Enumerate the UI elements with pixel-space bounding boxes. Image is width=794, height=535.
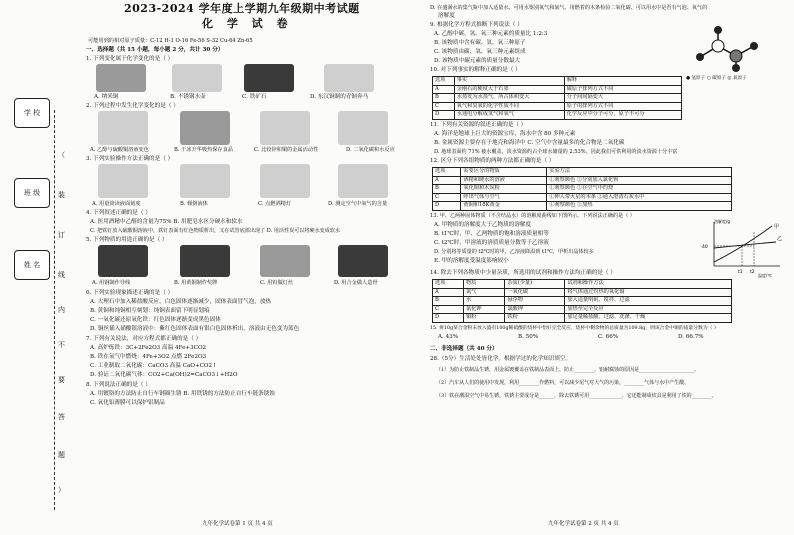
table-row xyxy=(433,280,732,289)
q11-option-bc: B. 金属资源主要存在于地壳和海洋中 C. 空气中含量最多的化合物是二氧化碳 xyxy=(434,140,625,146)
medal-image xyxy=(180,245,230,277)
table-row xyxy=(433,305,732,314)
q12-table xyxy=(432,167,732,211)
table-row xyxy=(433,185,732,194)
table-cell: B xyxy=(433,94,455,103)
table-cell: ①伸入带火星的木条 ②通入澄清石灰水中 xyxy=(547,193,732,202)
q9-option-b: B. 该物质中含有碳、氢、氧三种原子 xyxy=(434,40,526,46)
question-12: 12. 区分下列各组物质的两种方法都正确的是（ ） xyxy=(430,158,555,164)
q13-option-d: D. 分别将等质量的 t2℃时的甲、乙溶液降温到 t1℃，甲析出晶体较多 xyxy=(434,249,594,255)
table-cell: ①观察颜色 ②加热 xyxy=(547,202,732,211)
table-header: 选项 xyxy=(433,168,461,177)
table-cell: C xyxy=(433,193,461,202)
class-label: 班 级 xyxy=(14,178,50,208)
table-cell: 原子的排列方式不同 xyxy=(564,102,681,111)
q10-table xyxy=(432,76,682,120)
q2-option-b: B. 干冰升华吸热保存食品 xyxy=(174,147,233,153)
cable-image xyxy=(98,245,148,277)
q1-option-d: D. 东汉铜制的青铜奔马 xyxy=(310,94,369,100)
table-cell: A xyxy=(433,85,455,94)
table-cell: 氧化铜和木炭粉 xyxy=(461,185,547,194)
table-header: 选项 xyxy=(433,280,464,289)
q6-option-d: D. 铜丝插入硝酸银溶液中：紫红色固体表面有银白色固体析出，溶液由无色变为蓝色 xyxy=(90,326,300,332)
table-row xyxy=(433,202,732,211)
q5-option-a: A. 用钢制作导线 xyxy=(92,280,131,286)
table-cell: 铜粉 xyxy=(463,314,504,323)
q7-option-b: B. 铁在氧气中燃烧：4Fe+3O2 点燃 2Fe2O3 xyxy=(90,354,207,360)
binding-line xyxy=(54,110,55,510)
table-row xyxy=(433,168,732,177)
table-cell: B xyxy=(433,185,461,194)
page-2-column xyxy=(428,0,790,535)
table-cell: 水通电分解成氢气和氧气 xyxy=(454,111,564,120)
table-cell: B xyxy=(433,297,464,306)
table-cell: 加足量稀盐酸、过滤、洗涤、干燥 xyxy=(565,314,732,323)
table-cell: 金刚石的硬度大于石墨 xyxy=(454,85,564,94)
q8-option-c: C. 氧化铝薄膜可以保护铝制品 xyxy=(90,400,165,406)
x-tick-label: t1 xyxy=(738,270,743,275)
q2-option-d: D. 二氧化碳和水反应 xyxy=(346,147,395,153)
question-9: 9. 根据化学方程式推断下列说法（ ） xyxy=(430,22,523,28)
series-yi-label: 乙 xyxy=(777,236,783,242)
table-cell: ①观察颜色 ②在空气中灼烧 xyxy=(547,185,732,194)
q4-line-1: A. 医用酒精中乙醇的含量为75% B. 用肥皂水区分硬水和软水 xyxy=(90,219,243,225)
table-cell: 黄铜和18K黄金 xyxy=(461,202,547,211)
table-row xyxy=(433,102,682,111)
q3-option-a: A. 用量筒读液面刻度 xyxy=(92,201,141,207)
margin-word: 装 xyxy=(58,191,65,199)
q13-option-a: A. 甲物质的溶解度大于乙物质的溶解度 xyxy=(434,222,532,228)
bronze-horse-image xyxy=(324,64,374,92)
question-2: 2. 下列过程中发生化学变化的是（ ） xyxy=(86,103,179,109)
x-tick-label: t2 xyxy=(750,270,755,275)
table-header: 事实 xyxy=(454,77,564,86)
margin-word: ） xyxy=(58,486,65,494)
q1-option-b: B. 不锈钢水壶 xyxy=(170,94,206,100)
q3-option-c: C. 点燃酒精灯 xyxy=(258,201,292,207)
margin-word: 要 xyxy=(58,376,65,384)
question-13: 13. 甲、乙两种固体物质（不含结晶水）的溶解度曲线如下图所示。下列说法正确的是（ ） xyxy=(430,213,635,219)
table-cell: 将气体通过灼热的氧化铜 xyxy=(565,288,732,297)
q1-option-a: A. 纳米铜 xyxy=(94,94,119,100)
table-cell: D xyxy=(433,314,464,323)
q15-option-a: A. 43% xyxy=(438,334,459,340)
y-tick-label: 40 xyxy=(702,245,708,250)
table-cell: 加热至完全反应 xyxy=(565,305,732,314)
oxygen-test-image xyxy=(338,164,388,198)
q15-option-d: D. 66.7% xyxy=(678,334,704,340)
page-1-column xyxy=(84,0,424,535)
bone-image xyxy=(338,245,388,277)
table-cell: 加入适量明矾、搅拌、过滤 xyxy=(565,297,732,306)
q5-option-d: D. 用合金做人造骨 xyxy=(334,280,378,286)
q13-option-e: E. 甲的溶解度受温度影响较小 xyxy=(434,258,509,264)
q7-option-d: D. 验证二氧化碳气体：CO2+Ca(OH)2=CaCO3↓+H2O xyxy=(90,372,238,378)
q5-option-b: B. 用黄铜制作奖牌 xyxy=(174,280,218,286)
question-5: 5. 下列物质的用途正确的是（ ） xyxy=(86,237,168,243)
series-jia-label: 甲 xyxy=(774,224,780,230)
question-8: 8. 下列说法正确的是（ ） xyxy=(86,382,151,388)
table-cell: 呼出气体与空气 xyxy=(461,193,547,202)
bulb-image xyxy=(260,245,310,277)
table-header: 需要区分的物质 xyxy=(461,168,547,177)
question-14: 14. 除去下列各物质中少量杂质，所选用的试剂和操作方法均正确的是（ ） xyxy=(430,270,616,276)
table-cell: 一氧化碳 xyxy=(505,288,565,297)
q9-option-c: C. 该物质由碳、氢、氧三种元素组成 xyxy=(434,49,526,55)
table-cell: ①观察颜色 ②分别加入氯化钡 xyxy=(547,176,732,185)
table-header: 选项 xyxy=(433,77,455,86)
margin-word: 答 xyxy=(58,413,65,421)
table-row xyxy=(433,176,732,185)
margin-word: 不 xyxy=(58,341,65,349)
q28-part-1: （1）为防止铁制品生锈，用金属镀覆盖在铁制品表面上，防止________。铝耐腐蚀的原因是______________________。 xyxy=(436,367,700,373)
q28-part-2: （2）汽车从人们的使用中发现，利用________作燃料，可以减少尾气对大气的污染，________气体与水中产生酸。 xyxy=(436,380,690,386)
question-3: 3. 下列实验操作方法正确的是（ ） xyxy=(86,156,174,162)
margin-word: 线 xyxy=(58,271,65,279)
q8-option-d: D. 在盛满水的集气瓶中加入适量水、可用水鉴别氧气和氮气、用燃着的木条检验二氧化碳、可以用水中是否有气泡、氧气的 xyxy=(430,5,708,11)
table-row xyxy=(433,77,682,86)
atomic-masses: 可能用到的相对原子质量：C-12 H-1 O-16 Fe-56 S-32 Cu-64 Zn-65 xyxy=(88,38,253,44)
table-cell: 水蒸发为水蒸气，所占体积变大 xyxy=(454,94,564,103)
q6-option-c: C. 一氧化碳还原氧化铁：红色固体逐渐变成黑色固体 xyxy=(90,317,221,323)
q14-table xyxy=(432,279,732,323)
q7-option-a: A. 高炉炼铁：3C+2Fe2O3 高温 4Fe+3CO2 xyxy=(90,345,207,351)
page-2-footer: 九年化学试卷第 2 页 共 4 页 xyxy=(548,521,619,527)
binding-margin xyxy=(0,0,80,535)
kettle-image xyxy=(172,64,222,92)
q15-option-b: B. 50% xyxy=(518,334,539,340)
table-cell: 铁粉 xyxy=(505,314,565,323)
table-cell: A xyxy=(433,176,461,185)
section-2-heading: 二、非选择题（共 40 分） xyxy=(430,346,498,352)
table-cell: 氯酸钾 xyxy=(505,305,565,314)
table-header: 物质 xyxy=(463,280,504,289)
q13-option-b: B. t1℃时，甲、乙两物质的饱和溶液质量相等 xyxy=(434,231,549,237)
margin-word: （ xyxy=(58,151,65,159)
question-1: 1. 下列变化属于化学变化的是（ ） xyxy=(86,56,174,62)
nano-copper-image xyxy=(96,64,146,92)
x-axis-label: 温度/℃ xyxy=(758,273,772,278)
table-row xyxy=(433,111,682,120)
q6-option-b: B. 黄铜和纯铜相互刻划：纯铜表面留下明显划痕 xyxy=(90,308,210,314)
question-4: 4. 下列叙述正确的是（ ） xyxy=(86,210,151,216)
exam-subtitle: 化 学 试 卷 xyxy=(202,17,293,30)
q8-option-ab: A. 用镀铬的方法防止自行车钢圈生锈 B. 用铁锈的方法防止自行车链条锈蚀 xyxy=(90,391,275,397)
table-cell: 分子间间隔变大 xyxy=(564,94,681,103)
q13-option-c: C. t2℃时，甲溶液的溶质质量分数等于乙溶液 xyxy=(434,240,549,246)
q8-option-d-cont: 溶解度 xyxy=(438,13,455,19)
table-header: 解释 xyxy=(564,77,681,86)
y-axis-label: 溶解度/g xyxy=(714,219,730,224)
lamp-image xyxy=(260,164,310,198)
question-28: 28.（5分）生活处处皆化学。根据学过的化学知识填空。 xyxy=(430,356,572,362)
table-cell: 氯化钾 xyxy=(463,305,504,314)
q28-part-3: （3）铁在潮湿空气中易生锈，铁锈主要成分是______，除去铁锈可用_____________，它还能制成炊具是利用了铁的________。 xyxy=(436,393,717,399)
section-1-heading: 一、选择题（共 15 小题，每小题 2 分，共计 30 分） xyxy=(86,47,224,53)
q3-option-b: B. 倾倒液体 xyxy=(180,201,208,207)
table-header: 实验方法 xyxy=(547,168,732,177)
table-row xyxy=(433,94,682,103)
question-10: 10. 对下列事实的解释正确的是（ ） xyxy=(430,67,521,73)
question-15: 15. 将10g某合金粉末放入盛有100g稀硫酸的烧杯中恰好完全反应，烧杯中剩余物的总质量为109.8g，则该合金中铜的质量分数为（ ） xyxy=(430,326,719,331)
margin-word: 题 xyxy=(58,451,65,459)
table-row xyxy=(433,193,732,202)
q9-option-a: A. 乙醇中碳、氢、氧三种元素的质量比 1:2:3 xyxy=(434,31,548,37)
dry-ice-image xyxy=(180,111,230,145)
q1-option-c: C. 铁矿石 xyxy=(242,94,267,100)
q5-option-c: C. 用钨做灯丝 xyxy=(260,280,294,286)
school-label: 学 校 xyxy=(14,98,50,128)
table-header: 杂质(少量) xyxy=(505,280,565,289)
q7-option-c: C. 工业制取二氧化碳：CaCO3 高温 CaO+CO2↑ xyxy=(90,363,217,369)
margin-word: 内 xyxy=(58,306,65,314)
q3-option-d: D. 测定空气中氧气的含量 xyxy=(328,201,388,207)
question-7: 7. 下列有关说法，对应方程式都正确的是（ ） xyxy=(86,336,202,342)
question-6: 6. 下列实验现象描述正确的是（ ） xyxy=(86,290,174,296)
series-yi-curve xyxy=(714,242,776,248)
table-row xyxy=(433,297,732,306)
q9-option-d: D. 该物质中碳元素的质量分数最大 xyxy=(434,58,521,64)
q6-option-a: A. 大理石中加入稀盐酸反应，白色固体逐渐减少，固体表面冒气泡，放热 xyxy=(90,299,272,305)
iron-ore-image xyxy=(244,64,294,92)
table-cell: D xyxy=(433,202,461,211)
molecule-diagram xyxy=(690,22,770,72)
pouring-image xyxy=(180,164,230,198)
table-cell: 酒精和硬水的溶液 xyxy=(461,176,547,185)
q4-line-2: C. 把铁钉放入硫酸铜溶液中，铁钉表面有红色物质析出，又在试管底部出现了 D. 用活性炭可以将硬水变成软水 xyxy=(90,228,341,234)
zinc-copper-image xyxy=(260,111,310,145)
q11-option-a: A. 海洋是地球上巨大的资源宝库，海水中含 80 多种元素 xyxy=(434,131,576,137)
table-header: 试剂和操作方法 xyxy=(565,280,732,289)
table-cell: 氮气 xyxy=(463,288,504,297)
table-row xyxy=(433,288,732,297)
molecule-legend: ● 氢原子 ○ 碳原子 ◎ 氧原子 xyxy=(686,76,747,81)
q15-option-c: C. 66% xyxy=(598,334,619,340)
table-row xyxy=(433,85,682,94)
series-jia-curve xyxy=(714,226,772,262)
table-cell: 氧气和臭氧的化学性质不同 xyxy=(454,102,564,111)
test-tubes-image xyxy=(98,111,148,145)
exam-title: 2023-2024 学年度上学期九年级期中考试题 xyxy=(124,2,360,15)
solubility-chart xyxy=(702,218,784,278)
cylinder-image xyxy=(98,164,148,198)
question-11: 11. 下列有关资源的叙述正确的是（ ） xyxy=(430,122,527,128)
q11-option-d: D. 地球表面约 71% 被水覆盖，淡水资源约占全球水储量的 2.53%，因此我们可供利用的淡水资源十分丰富 xyxy=(434,149,678,155)
table-cell: 碳原子排列方式不同 xyxy=(564,85,681,94)
table-row xyxy=(433,314,732,323)
table-cell: C xyxy=(433,102,455,111)
table-cell: 化学反应中分子可分，原子不可分 xyxy=(564,111,681,120)
table-cell: C xyxy=(433,305,464,314)
table-cell: A xyxy=(433,288,464,297)
name-label: 姓 名 xyxy=(14,250,50,280)
co2-water-image xyxy=(338,111,388,145)
q2-option-c: C. 比较锌和铜的金属活动性 xyxy=(254,147,319,153)
q2-option-a: A. 乙醇与硫酸铜溶液变色 xyxy=(90,147,149,153)
page-1-footer: 九年化学试卷第 1 页 共 4 页 xyxy=(202,521,273,527)
table-cell: 水 xyxy=(463,297,504,306)
table-cell: 悬浮物 xyxy=(505,297,565,306)
table-cell: D xyxy=(433,111,455,120)
margin-word: 订 xyxy=(58,231,65,239)
